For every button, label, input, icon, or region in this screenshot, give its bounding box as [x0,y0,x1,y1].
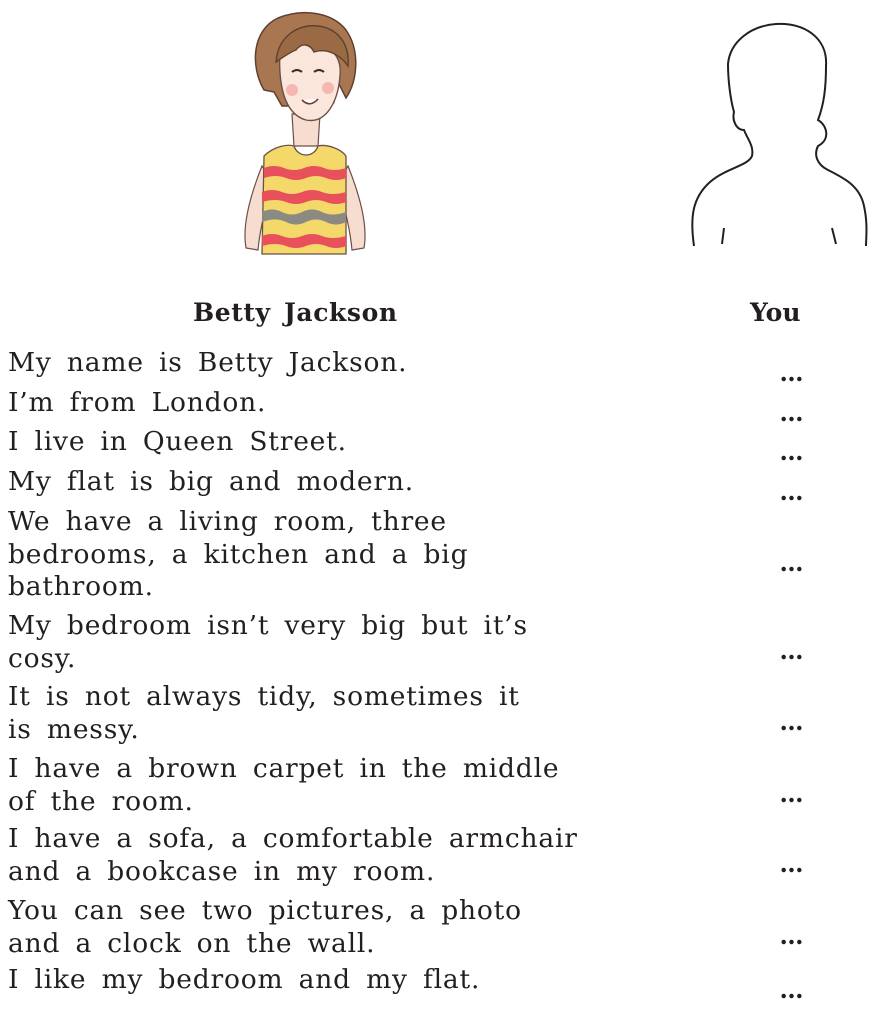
answer-placeholder: … [779,849,803,878]
answer-placeholder: … [779,437,803,466]
statement-text: I like my bedroom and my flat. [8,964,481,995]
statement-text: My flat is big and modern. [8,466,414,497]
column-header-betty: Betty Jackson [193,298,398,327]
answer-placeholder: … [779,477,803,506]
answer-placeholder: … [779,779,803,808]
statement-text: It is not always tidy, sometimes it is messy. [8,681,520,745]
answer-placeholder: … [779,548,803,577]
statement-text: I’m from London. [8,387,267,418]
statement-text: We have a living room, three bedrooms, a kitchen and a big bathroom. [8,506,469,602]
you-silhouette-outline [688,18,870,250]
silhouette-outline-path [692,24,866,246]
statement-text: I have a brown carpet in the middle of the room. [8,753,560,817]
answer-placeholder: … [779,707,803,736]
left-arm-line [722,228,724,244]
betty-jackson-illustration [222,6,382,278]
answer-placeholder: … [779,398,803,427]
right-arm-line [832,228,836,244]
statement-text: I live in Queen Street. [8,426,347,457]
statement-text: My name is Betty Jackson. [8,347,408,378]
answer-placeholder: … [779,636,803,665]
column-header-you: You [750,298,801,327]
answer-placeholder: … [779,921,803,950]
right-cheek [322,82,334,94]
answer-placeholder: … [779,358,803,387]
left-cheek [286,84,298,96]
statement-text: My bedroom isn’t very big but it’s cosy. [8,610,528,674]
answer-placeholder: … [779,975,803,1004]
statement-text: I have a sofa, a comfortable armchair and a bookcase in my room. [8,823,578,887]
statement-text: You can see two pictures, a photo and a clock on the wall. [8,895,522,959]
